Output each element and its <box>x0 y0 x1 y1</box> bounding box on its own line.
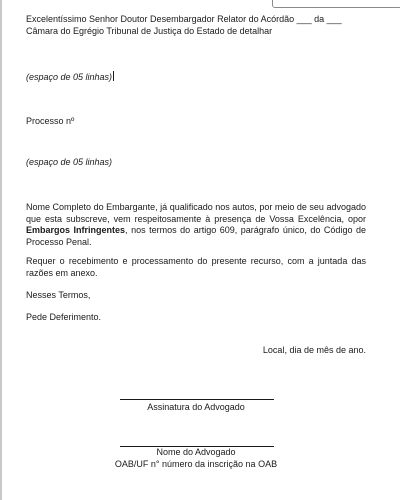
spacing-note-1-text: (espaço de 05 linhas) <box>26 72 113 82</box>
closing-nesses-termos: Nesses Termos, <box>26 290 91 300</box>
signature-label: Assinatura do Advogado <box>147 402 245 412</box>
text-cursor <box>113 71 114 81</box>
petition-paragraph-1-part2: , nos termos do artigo 609, parágrafo único, do Código de Processo Penal. <box>26 225 366 247</box>
signature-line-1 <box>120 399 274 400</box>
page-left-border <box>0 0 2 500</box>
processo-label: Processo nº <box>26 116 75 126</box>
addressee-line-1: Excelentíssimo Senhor Doutor Desembargador Relator do Acórdão ___ da ___ <box>26 14 342 24</box>
petition-paragraph-1 <box>26 202 366 248</box>
lawyer-oab: OAB/UF n° número da inscrição na OAB <box>114 459 278 469</box>
petition-paragraph-2: Requer o recebimento e processamento do presente recurso, com a juntada das razões em anexo. <box>26 256 366 278</box>
spacing-note-1 <box>26 71 114 84</box>
petition-paragraph-1-part1: Nome Completo do Embargante, já qualificado nos autos, por meio de seu advogado que esta subscreve, vem respeitosamente à presença de Vossa Excelência, opor <box>26 202 366 224</box>
place-and-date: Local, dia de mês de ano. <box>262 345 366 355</box>
corner-box <box>272 0 400 8</box>
lawyer-name: Nome do Advogado <box>156 447 236 457</box>
spacing-note-2: (espaço de 05 linhas) <box>26 157 113 167</box>
addressee-line-2: Câmara do Egrégio Tribunal de Justiça do Estado de detalhar <box>26 26 273 36</box>
closing-pede-deferimento: Pede Deferimento. <box>26 312 102 322</box>
recurso-name: Embargos Infringentes <box>26 225 126 236</box>
